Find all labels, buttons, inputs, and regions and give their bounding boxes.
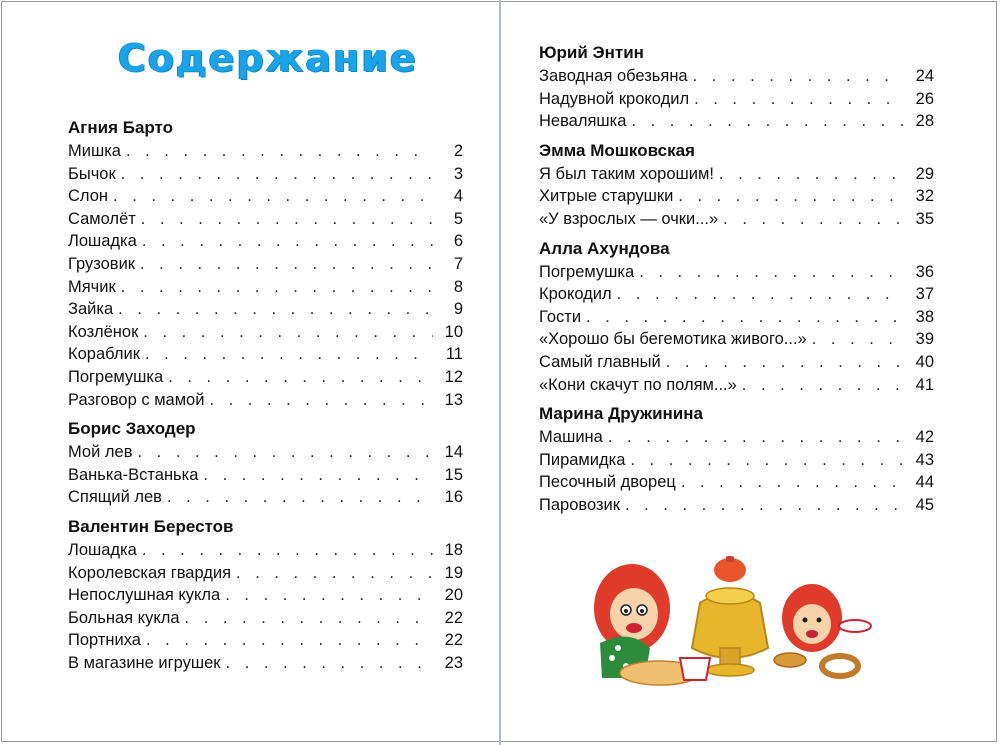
entry-title: «Хорошо бы бегемотика живого...» bbox=[539, 330, 807, 349]
page-number: 41 bbox=[915, 375, 934, 394]
dot-leader bbox=[116, 163, 433, 186]
page-number: 5 bbox=[453, 209, 463, 228]
page-number: 10 bbox=[444, 322, 463, 341]
page-number: 6 bbox=[453, 232, 463, 251]
page-number: 24 bbox=[915, 67, 934, 85]
toc-entry bbox=[539, 471, 934, 494]
dot-leader bbox=[626, 110, 904, 133]
page-number: 43 bbox=[915, 450, 934, 469]
dot-leader bbox=[140, 343, 433, 366]
page-number: 12 bbox=[444, 367, 463, 386]
dot-leader bbox=[198, 464, 433, 487]
dot-leader bbox=[204, 389, 433, 412]
toc-entry bbox=[68, 629, 463, 652]
toc-entry bbox=[68, 584, 463, 607]
section-author: Юрий Энтин bbox=[539, 43, 644, 62]
page-number: 14 bbox=[444, 443, 463, 462]
entry-title: Разговор с мамой bbox=[68, 390, 205, 409]
page-number: 20 bbox=[444, 586, 463, 605]
entry-title: Мишка bbox=[68, 142, 121, 160]
toc-entry bbox=[68, 486, 463, 509]
entry-title: Портниха bbox=[68, 631, 141, 650]
dot-leader bbox=[113, 298, 433, 321]
page-number: 22 bbox=[444, 608, 463, 627]
page-number: 16 bbox=[444, 488, 463, 507]
toc-entry bbox=[68, 276, 463, 299]
toc-entry bbox=[68, 321, 463, 344]
entry-title: Непослушная кукла bbox=[68, 586, 221, 605]
entry-title: Машина bbox=[539, 428, 603, 447]
entry-title: Бычок bbox=[68, 164, 116, 183]
entry-title: Королевская гвардия bbox=[68, 563, 232, 582]
section-author: Валентин Берестов bbox=[68, 516, 234, 536]
toc-left-column bbox=[68, 116, 463, 674]
dot-leader bbox=[138, 321, 433, 344]
entry-title: Заводная обезьяна bbox=[539, 67, 688, 85]
page-number: 13 bbox=[444, 390, 463, 409]
entry-title: Лошадка bbox=[68, 232, 137, 251]
toc-entry bbox=[539, 110, 934, 133]
section-author: Эмма Мошковская bbox=[539, 140, 695, 160]
entry-title: Больная кукла bbox=[68, 608, 180, 627]
entry-title: «У взрослых — очки...» bbox=[539, 209, 719, 228]
page-number: 45 bbox=[915, 495, 934, 514]
toc-entry bbox=[68, 253, 463, 276]
toc-entry bbox=[539, 306, 934, 329]
entry-title: Песочный дворец bbox=[539, 473, 676, 492]
dot-leader bbox=[620, 494, 904, 517]
dot-leader bbox=[612, 283, 904, 306]
page-number: 18 bbox=[444, 540, 463, 559]
page-number: 40 bbox=[915, 352, 934, 371]
page-number: 38 bbox=[915, 307, 934, 326]
toc-entry bbox=[68, 230, 463, 253]
entry-title: Крокодил bbox=[539, 285, 612, 304]
dot-leader bbox=[220, 584, 433, 607]
dot-leader bbox=[718, 208, 904, 231]
dot-leader bbox=[221, 652, 433, 675]
dot-leader bbox=[121, 140, 433, 163]
entry-title: Неваляшка bbox=[539, 112, 627, 131]
toc-entry bbox=[68, 163, 463, 186]
entry-title: Зайка bbox=[68, 300, 114, 319]
toc-entry bbox=[539, 426, 934, 449]
dot-leader bbox=[116, 276, 433, 299]
page-number: 15 bbox=[444, 465, 463, 484]
entry-title: Самолёт bbox=[68, 209, 136, 228]
page-number: 29 bbox=[915, 164, 934, 183]
dot-leader bbox=[137, 230, 433, 253]
dot-leader bbox=[676, 471, 904, 494]
entry-title: Самый главный bbox=[539, 352, 661, 371]
toc-entry bbox=[539, 208, 934, 231]
dot-leader bbox=[661, 351, 904, 374]
toc-entry bbox=[68, 140, 463, 163]
dot-leader bbox=[714, 163, 904, 186]
page-number: 19 bbox=[444, 563, 463, 582]
entry-title: Пирамидка bbox=[539, 450, 626, 469]
dot-leader bbox=[807, 328, 904, 351]
dot-leader bbox=[737, 374, 904, 397]
entry-title: Козлёнок bbox=[68, 322, 139, 341]
entry-title: Лошадка bbox=[68, 540, 137, 559]
page-number: 8 bbox=[453, 277, 463, 296]
section-author: Алла Ахундова bbox=[539, 238, 670, 258]
page-number: 23 bbox=[444, 653, 463, 672]
toc-entry bbox=[68, 562, 463, 585]
dot-leader bbox=[137, 539, 433, 562]
dot-leader bbox=[625, 449, 904, 472]
page-number: 42 bbox=[915, 428, 934, 447]
toc-entry bbox=[68, 539, 463, 562]
bagel bbox=[774, 653, 806, 667]
entry-title: Мячик bbox=[68, 277, 116, 296]
dot-leader bbox=[603, 426, 904, 449]
entry-title: Кораблик bbox=[68, 345, 140, 364]
toc-entry bbox=[68, 366, 463, 389]
tea-cup bbox=[680, 658, 710, 680]
entry-title: В магазине игрушек bbox=[68, 653, 221, 672]
dot-leader bbox=[231, 562, 433, 585]
toc-entry bbox=[539, 283, 934, 306]
toc-entry bbox=[539, 328, 934, 351]
toc-entry bbox=[68, 389, 463, 412]
page-number: 9 bbox=[453, 300, 463, 319]
dot-leader bbox=[673, 185, 904, 208]
entry-title: Ванька-Встанька bbox=[68, 465, 199, 484]
dot-leader bbox=[135, 253, 433, 276]
page-number: 36 bbox=[915, 262, 934, 281]
entry-title: Слон bbox=[68, 187, 109, 206]
dot-leader bbox=[108, 185, 433, 208]
page-number: 22 bbox=[444, 631, 463, 650]
dot-leader bbox=[162, 486, 433, 509]
entry-title: Спящий лев bbox=[68, 488, 162, 507]
page-number: 2 bbox=[453, 142, 463, 160]
dot-leader bbox=[688, 65, 904, 88]
toc-entry bbox=[539, 351, 934, 374]
dot-leader bbox=[180, 607, 433, 630]
page-number: 4 bbox=[453, 187, 463, 206]
page-number: 3 bbox=[453, 164, 463, 183]
toc-entry bbox=[539, 88, 934, 111]
toc-entry bbox=[539, 374, 934, 397]
toc-entry bbox=[539, 449, 934, 472]
dot-leader bbox=[132, 441, 433, 464]
dot-leader bbox=[581, 306, 904, 329]
page-number: 26 bbox=[915, 89, 934, 108]
dot-leader bbox=[136, 208, 433, 231]
dot-leader bbox=[141, 629, 433, 652]
dot-leader bbox=[163, 366, 433, 389]
dot-leader bbox=[689, 88, 904, 111]
saucer bbox=[839, 620, 871, 632]
page-title: Содержание bbox=[118, 36, 418, 80]
page-number: 32 bbox=[915, 187, 934, 206]
page-number: 44 bbox=[915, 473, 934, 492]
section-author: Марина Дружинина bbox=[539, 404, 703, 424]
entry-title: Погремушка bbox=[68, 367, 164, 386]
page-number: 7 bbox=[453, 254, 463, 273]
page-number: 37 bbox=[915, 285, 934, 304]
entry-title: Грузовик bbox=[68, 254, 136, 273]
page-number: 35 bbox=[915, 209, 934, 228]
toc-entry bbox=[68, 652, 463, 675]
toc-entry bbox=[68, 298, 463, 321]
entry-title: Мой лев bbox=[68, 443, 133, 462]
entry-title: Хитрые старушки bbox=[539, 187, 674, 206]
toc-entry bbox=[539, 261, 934, 284]
entry-title: «Кони скачут по полям...» bbox=[539, 375, 737, 394]
entry-title: Погремушка bbox=[539, 262, 635, 281]
samovar-dolls-illustration bbox=[590, 548, 875, 698]
dot-leader bbox=[634, 261, 904, 284]
toc-entry bbox=[68, 208, 463, 231]
book-spine bbox=[499, 0, 501, 745]
entry-title: Гости bbox=[539, 307, 582, 326]
toc-entry bbox=[539, 163, 934, 186]
toc-entry bbox=[539, 494, 934, 517]
entry-title: Надувной крокодил bbox=[539, 89, 690, 108]
page-number: 11 bbox=[445, 345, 463, 364]
toc-entry bbox=[68, 343, 463, 366]
toc-entry bbox=[68, 185, 463, 208]
toc-entry bbox=[539, 65, 934, 88]
toc-right-column bbox=[539, 41, 934, 517]
toc-entry bbox=[68, 441, 463, 464]
section-author: Агния Барто bbox=[68, 118, 174, 137]
toc-entry bbox=[68, 607, 463, 630]
section-author: Борис Заходер bbox=[68, 419, 196, 439]
page-number: 39 bbox=[915, 330, 934, 349]
bublik bbox=[822, 656, 858, 676]
page-number: 28 bbox=[915, 112, 934, 131]
toc-entry bbox=[68, 464, 463, 487]
toc-entry bbox=[539, 185, 934, 208]
entry-title: Паровозик bbox=[539, 495, 620, 514]
entry-title: Я был таким хорошим! bbox=[539, 164, 714, 183]
